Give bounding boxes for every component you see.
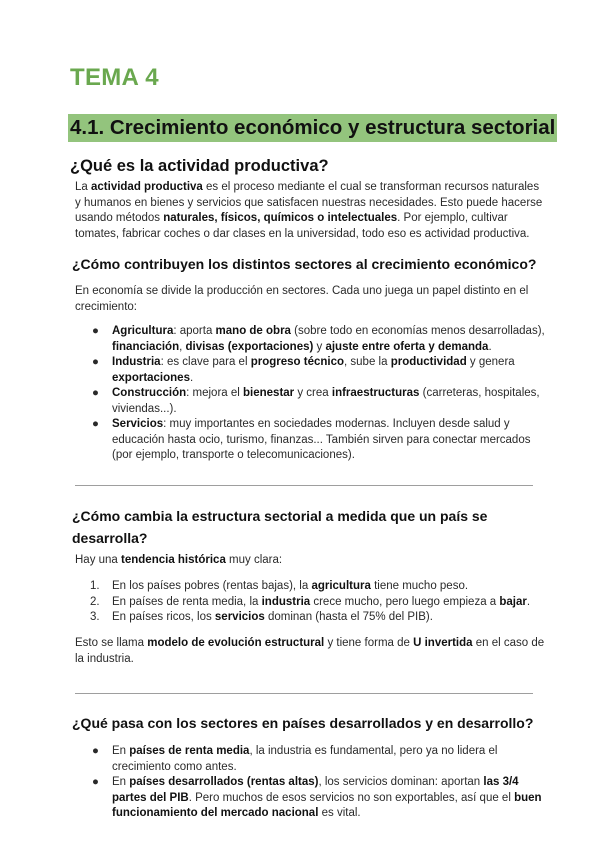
divider bbox=[75, 693, 533, 694]
bullet-icon: ● bbox=[92, 418, 99, 430]
list-item: ● Construcción: mejora el bienestar y crea infraestructuras (carreteras, hospitales, viviendas...). bbox=[92, 387, 540, 415]
list-item: ● Servicios: muy importantes en sociedades modernas. Incluyen desde salud y educación hasta ocio, turismo, finanzas... También sirven para conectar mercados (por ejemplo, transporte o telecomunicaciones). bbox=[92, 418, 531, 461]
list-item: ● Agricultura: aporta mano de obra (sobre todo en economías menos desarrolladas), financiación, divisas (exportaciones) y ajuste entre oferta y demanda. bbox=[92, 325, 545, 353]
bullet-icon: ● bbox=[92, 387, 99, 399]
heading-actividad-productiva: ¿Qué es la actividad productiva? bbox=[70, 157, 329, 175]
paragraph-actividad-productiva: La actividad productiva es el proceso mediante el cual se transforman recursos naturales y humanos en bienes y servicios que satisfacen nuestras necesidades. Esto puede hacerse usando métodos naturales, físicos, químicos o intelectuales. Por ejemplo, cultivar tomates, fabricar coches o dar clases en la universidad, todo eso es actividad productiva. bbox=[75, 181, 543, 240]
heading-contribucion-sectores: ¿Cómo contribuyen los distintos sectores al crecimiento económico? bbox=[72, 256, 537, 272]
section-title: 4.1. Crecimiento económico y estructura sectorial bbox=[68, 114, 557, 142]
list-item: ● En países de renta media, la industria es fundamental, pero ya no lidera el crecimiento como antes. bbox=[92, 745, 498, 773]
list-item: 2. En países de renta media, la industria crece mucho, pero luego empieza a bajar. bbox=[90, 595, 531, 608]
chapter-label: TEMA 4 bbox=[70, 64, 159, 91]
bullet-icon: ● bbox=[92, 356, 99, 368]
heading-estructura-sectorial: ¿Cómo cambia la estructura sectorial a medida que un país se desarrolla? bbox=[72, 508, 488, 546]
paragraph-modelo-evolucion: Esto se llama modelo de evolución estructural y tiene forma de U invertida en el caso de la industria. bbox=[75, 637, 545, 665]
development-stages-list bbox=[75, 579, 545, 626]
bullet-icon: ● bbox=[92, 745, 99, 757]
list-item: 1. En los países pobres (rentas bajas), la agricultura tiene mucho peso. bbox=[90, 580, 469, 592]
list-item: ● En países desarrollados (rentas altas), los servicios dominan: aportan las 3/4 partes del PIB. Pero muchos de esos servicios no son exportables, así que el buen funcionamiento del mercado nacional es vital. bbox=[92, 776, 542, 819]
bullet-icon: ● bbox=[92, 325, 99, 337]
countries-list bbox=[75, 744, 545, 822]
bullet-icon: ● bbox=[92, 776, 99, 788]
sectors-list bbox=[75, 324, 545, 464]
heading-paises-desarrollo: ¿Qué pasa con los sectores en países desarrollados y en desarrollo? bbox=[72, 715, 534, 731]
list-item: ● Industria: es clave para el progreso técnico, sube la productividad y genera exportaciones. bbox=[92, 356, 515, 384]
paragraph-sectores-intro: En economía se divide la producción en sectores. Cada uno juega un papel distinto en el crecimiento: bbox=[75, 285, 529, 313]
divider bbox=[75, 485, 533, 486]
list-item: 3. En países ricos, los servicios dominan (hasta el 75% del PIB). bbox=[90, 611, 433, 623]
paragraph-tendencia: Hay una tendencia histórica muy clara: bbox=[75, 554, 283, 566]
